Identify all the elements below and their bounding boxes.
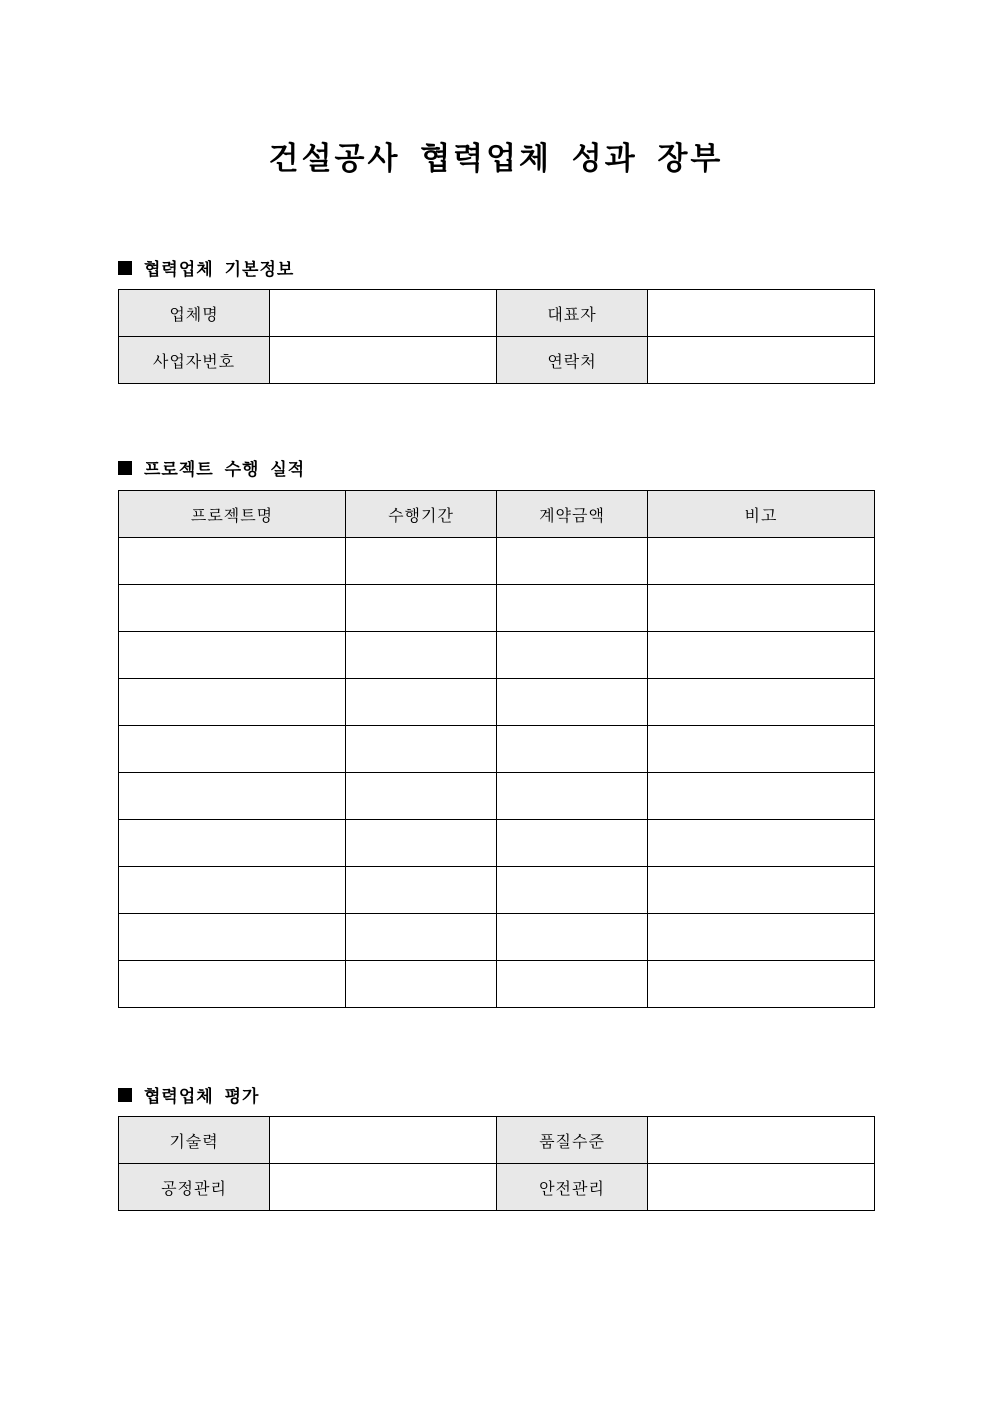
project-name-cell[interactable]: [119, 585, 346, 632]
label-representative: 대표자: [497, 290, 648, 337]
amount-cell[interactable]: [497, 679, 648, 726]
table-row: [119, 1164, 875, 1211]
project-name-cell[interactable]: [119, 632, 346, 679]
column-header-period: 수행기간: [346, 491, 497, 538]
section-heading-text: 협력업체 평가: [144, 1087, 260, 1107]
amount-cell[interactable]: [497, 820, 648, 867]
project-name-cell[interactable]: [119, 538, 346, 585]
section-heading-evaluation: [118, 1082, 259, 1107]
table-row: [119, 867, 875, 914]
business-number-field[interactable]: [270, 337, 497, 384]
amount-cell[interactable]: [497, 726, 648, 773]
label-contact: 연락처: [497, 337, 648, 384]
project-name-cell[interactable]: [119, 679, 346, 726]
contact-field[interactable]: [648, 337, 875, 384]
table-row: [119, 961, 875, 1008]
quality-level-field[interactable]: [648, 1117, 875, 1164]
table-row: [119, 914, 875, 961]
remarks-cell[interactable]: [648, 679, 875, 726]
amount-cell[interactable]: [497, 632, 648, 679]
period-cell[interactable]: [346, 679, 497, 726]
company-name-field[interactable]: [270, 290, 497, 337]
label-safety-management: 안전관리: [497, 1164, 648, 1211]
remarks-cell[interactable]: [648, 585, 875, 632]
table-row: [119, 538, 875, 585]
section-heading-text: 협력업체 기본정보: [144, 260, 295, 280]
label-technical-skill: 기술력: [119, 1117, 270, 1164]
amount-cell[interactable]: [497, 961, 648, 1008]
schedule-management-field[interactable]: [270, 1164, 497, 1211]
column-header-contract-amount: 계약금액: [497, 491, 648, 538]
period-cell[interactable]: [346, 961, 497, 1008]
square-bullet-icon: [118, 1088, 132, 1102]
remarks-cell[interactable]: [648, 914, 875, 961]
column-header-project-name: 프로젝트명: [119, 491, 346, 538]
document-title: 건설공사 협력업체 성과 장부: [268, 141, 724, 177]
project-name-cell[interactable]: [119, 820, 346, 867]
project-name-cell[interactable]: [119, 914, 346, 961]
table-row: [119, 632, 875, 679]
square-bullet-icon: [118, 261, 132, 275]
amount-cell[interactable]: [497, 914, 648, 961]
table-header-row: [119, 491, 875, 538]
project-name-cell[interactable]: [119, 726, 346, 773]
square-bullet-icon: [118, 461, 132, 475]
section-heading-text: 프로젝트 수행 실적: [144, 460, 306, 480]
amount-cell[interactable]: [497, 538, 648, 585]
project-name-cell[interactable]: [119, 961, 346, 1008]
period-cell[interactable]: [346, 726, 497, 773]
table-row: [119, 726, 875, 773]
period-cell[interactable]: [346, 538, 497, 585]
remarks-cell[interactable]: [648, 726, 875, 773]
table-row: [119, 773, 875, 820]
remarks-cell[interactable]: [648, 632, 875, 679]
label-business-number: 사업자번호: [119, 337, 270, 384]
label-company-name: 업체명: [119, 290, 270, 337]
table-row: [119, 337, 875, 384]
evaluation-table: [118, 1116, 875, 1211]
safety-management-field[interactable]: [648, 1164, 875, 1211]
representative-field[interactable]: [648, 290, 875, 337]
period-cell[interactable]: [346, 820, 497, 867]
remarks-cell[interactable]: [648, 820, 875, 867]
projects-table: [118, 490, 875, 1008]
section-heading-basic-info: [118, 255, 294, 280]
technical-skill-field[interactable]: [270, 1117, 497, 1164]
project-name-cell[interactable]: [119, 867, 346, 914]
table-row: [119, 679, 875, 726]
period-cell[interactable]: [346, 867, 497, 914]
remarks-cell[interactable]: [648, 773, 875, 820]
remarks-cell[interactable]: [648, 961, 875, 1008]
section-heading-projects: [118, 455, 305, 480]
label-schedule-management: 공정관리: [119, 1164, 270, 1211]
amount-cell[interactable]: [497, 773, 648, 820]
period-cell[interactable]: [346, 773, 497, 820]
period-cell[interactable]: [346, 632, 497, 679]
remarks-cell[interactable]: [648, 538, 875, 585]
label-quality-level: 품질수준: [497, 1117, 648, 1164]
table-row: [119, 290, 875, 337]
basic-info-table: [118, 289, 875, 384]
column-header-remarks: 비고: [648, 491, 875, 538]
amount-cell[interactable]: [497, 585, 648, 632]
remarks-cell[interactable]: [648, 867, 875, 914]
period-cell[interactable]: [346, 914, 497, 961]
table-row: [119, 820, 875, 867]
table-row: [119, 1117, 875, 1164]
period-cell[interactable]: [346, 585, 497, 632]
project-name-cell[interactable]: [119, 773, 346, 820]
table-row: [119, 585, 875, 632]
amount-cell[interactable]: [497, 867, 648, 914]
